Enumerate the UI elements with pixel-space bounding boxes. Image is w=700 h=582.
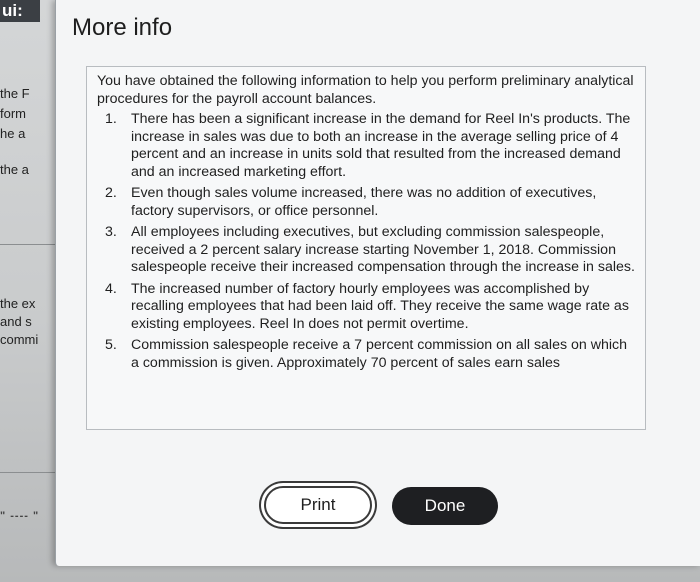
dialog-title: More info	[72, 14, 173, 41]
item-number: 3.	[105, 224, 117, 240]
list-item	[97, 185, 635, 220]
list-item	[97, 281, 635, 334]
background-text: the ex	[0, 296, 36, 311]
info-list	[97, 111, 635, 372]
background-text: " ---- "	[0, 510, 40, 522]
background-text: commi	[0, 332, 39, 347]
background-text: the a	[0, 162, 29, 177]
background-text: and s	[0, 314, 32, 329]
info-text-box	[86, 66, 646, 430]
item-number: 1.	[105, 111, 117, 127]
background-divider	[0, 244, 55, 245]
item-number: 2.	[105, 185, 117, 201]
background-text: form	[0, 106, 26, 121]
item-number: 4.	[105, 280, 117, 297]
list-item	[97, 224, 635, 277]
background-text: he a	[0, 126, 26, 141]
item-text: There has been a significant increase in the demand for Reel In's products. The increase in sales was due to both an increase in the average selling price of 4 percent and an increase in units sold that resulted from the increased demand and an increased marketing effort.	[131, 111, 631, 180]
background-text: the F	[0, 86, 30, 101]
list-item	[97, 111, 635, 181]
item-text: The increased number of factory hourly employees was accomplished by recalling employees that had been laid off. They receive the same wage rate as existing employees. Reel In does not permit overtime.	[131, 280, 629, 332]
item-text: Commission salespeople receive a 7 percent commission on all sales on which a commission is given. Approximately 70 percent of sales earn sales	[131, 337, 628, 371]
background-header	[0, 0, 40, 22]
print-button[interactable]: Print	[264, 486, 372, 524]
item-text: All employees including executives, but excluding commission salespeople, received a 2 percent salary increase starting November 1, 2018. Commission salespeople receive their increased compensation through the increase in sales.	[131, 224, 635, 275]
item-number: 5.	[105, 337, 117, 353]
done-button[interactable]: Done	[392, 487, 498, 525]
list-item	[97, 337, 635, 372]
intro-text: You have obtained the following information to help you perform preliminary analytical procedures for the payroll account balances.	[97, 73, 634, 107]
more-info-dialog	[55, 0, 700, 566]
background-header-text: ui:	[2, 1, 23, 20]
background-divider	[0, 472, 55, 473]
item-text: Even though sales volume increased, there was no addition of executives, factory supervisors, or office personnel.	[131, 185, 597, 219]
